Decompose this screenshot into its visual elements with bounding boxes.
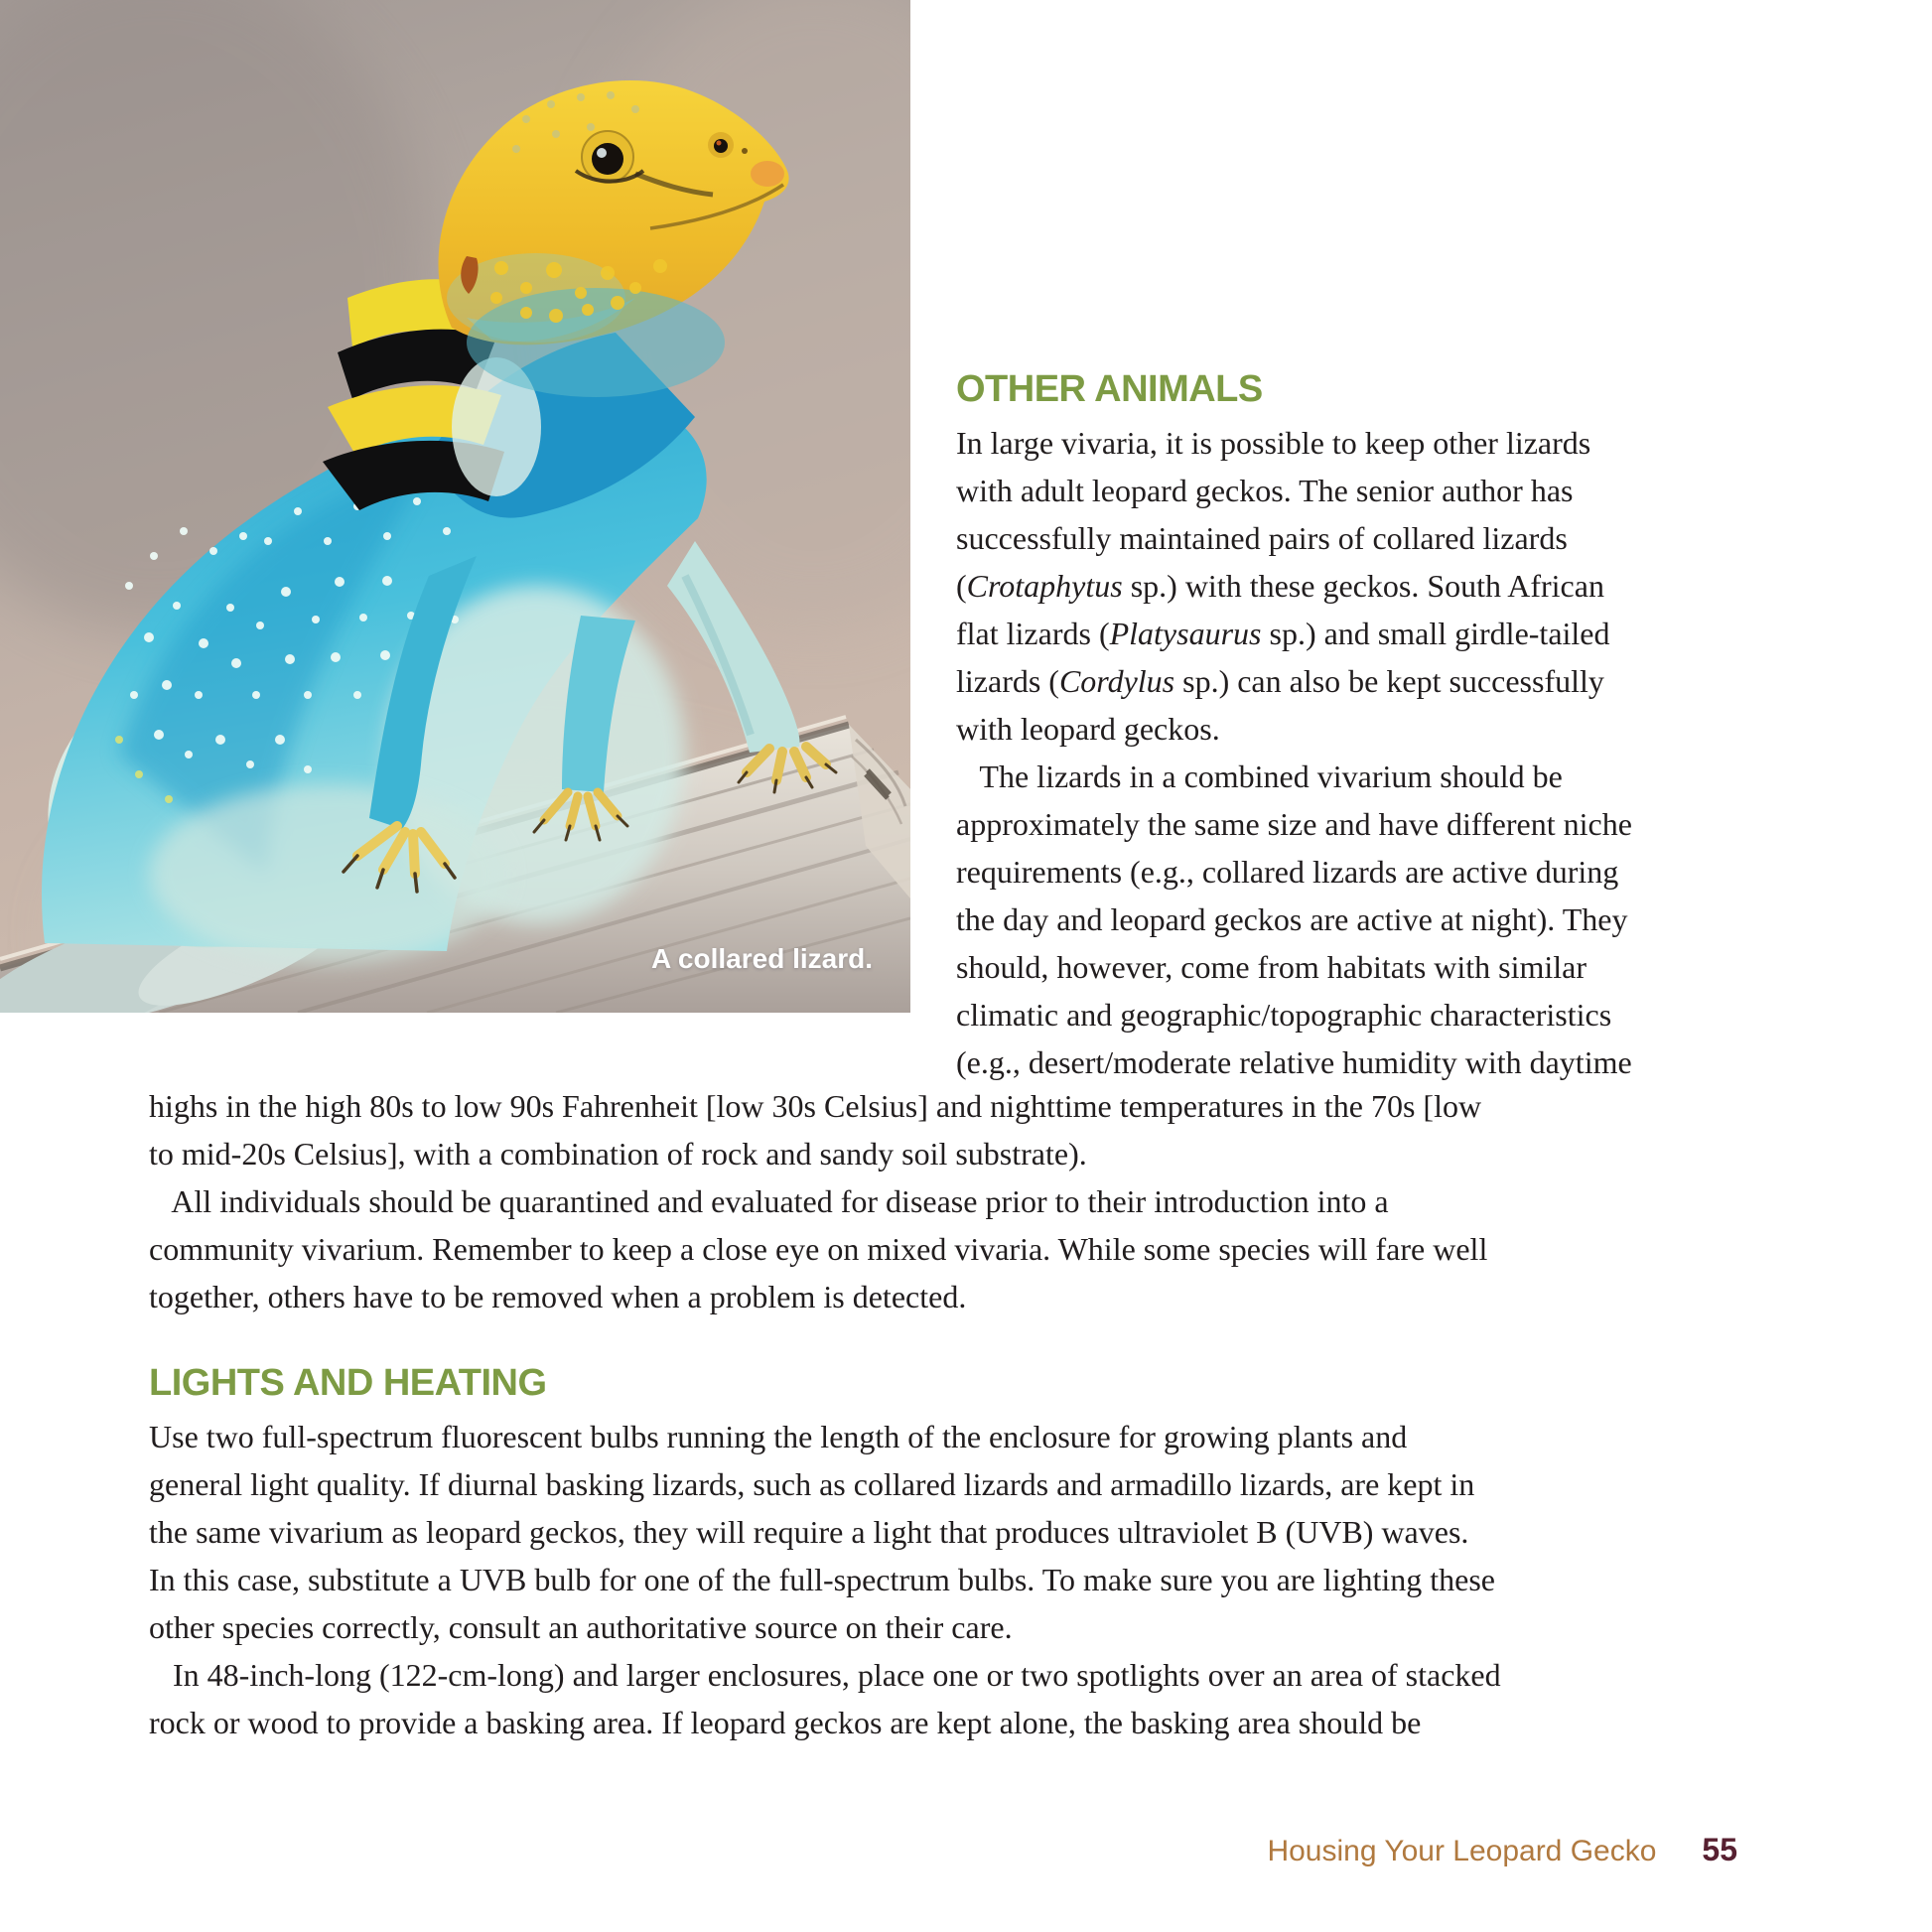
text-line: highs in the high 80s to low 90s Fahrenheit [low 30s Celsius] and nighttime temperatures in the 70s [low (149, 1088, 1482, 1124)
text-line: In large vivaria, it is possible to keep other lizards (956, 425, 1591, 461)
text-line: with adult leopard geckos. The senior author has (956, 473, 1574, 508)
text-line: together, others have to be removed when a problem is detected. (149, 1279, 967, 1314)
text-line: (Crotaphytus sp.) with these geckos. South African (956, 568, 1604, 604)
text-line: The lizards in a combined vivarium should be (956, 759, 1563, 794)
text-line: flat lizards (Platysaurus sp.) and small girdle-tailed (956, 616, 1610, 651)
text-line: with leopard geckos. (956, 711, 1220, 747)
text-line: In this case, substitute a UVB bulb for one of the full-spectrum bulbs. To make sure you are lighting these (149, 1562, 1495, 1597)
text-line: In 48-inch-long (122-cm-long) and larger enclosures, place one or two spotlights over an area of stacked (149, 1657, 1501, 1693)
text-line: to mid-20s Celsius], with a combination of rock and sandy soil substrate). (149, 1136, 1087, 1172)
text-line: All individuals should be quarantined and evaluated for disease prior to their introduction into a (149, 1183, 1389, 1219)
text-line: (e.g., desert/moderate relative humidity with daytime (956, 1044, 1632, 1080)
text-line: other species correctly, consult an authoritative source on their care. (149, 1609, 1013, 1645)
lizard-illustration (0, 0, 910, 1013)
lights-heating-text (149, 1413, 1837, 1746)
photo-caption: A collared lizard. (650, 943, 873, 974)
other-animals-continued-text (149, 1082, 1837, 1320)
text-line: successfully maintained pairs of collared lizards (956, 520, 1568, 556)
text-line: the same vivarium as leopard geckos, they will require a light that produces ultraviolet B (UVB) waves. (149, 1514, 1469, 1550)
other-animals-heading: OTHER ANIMALS (956, 368, 1263, 410)
text-line: climatic and geographic/topographic characteristics (956, 997, 1612, 1033)
page-number: 55 (1702, 1832, 1737, 1867)
text-line: should, however, come from habitats with similar (956, 949, 1587, 985)
other-animals-column-text (956, 419, 1802, 1086)
lizard-snout (751, 161, 784, 187)
lights-heating-heading: LIGHTS AND HEATING (149, 1362, 547, 1404)
section-lights-and-heating (149, 1361, 1837, 1746)
text-line: lizards (Cordylus sp.) can also be kept successfully (956, 663, 1604, 699)
text-line: Use two full-spectrum fluorescent bulbs running the length of the enclosure for growing plants and (149, 1419, 1408, 1454)
page-footer (1267, 1832, 1737, 1868)
text-line: general light quality. If diurnal basking lizards, such as collared lizards and armadillo lizards, are kept in (149, 1466, 1475, 1502)
text-line: the day and leopard geckos are active at night). They (956, 901, 1628, 937)
collared-lizard-photo (0, 0, 910, 1013)
running-title: Housing Your Leopard Gecko (1267, 1835, 1657, 1867)
text-line: rock or wood to provide a basking area. If leopard geckos are kept alone, the basking area should be (149, 1705, 1422, 1740)
section-other-animals (956, 367, 1802, 1086)
text-line: approximately the same size and have different niche (956, 806, 1632, 842)
text-line: requirements (e.g., collared lizards are active during (956, 854, 1619, 890)
text-line: community vivarium. Remember to keep a close eye on mixed vivaria. While some species will fare well (149, 1231, 1488, 1267)
lizard-far-eye (708, 132, 734, 158)
